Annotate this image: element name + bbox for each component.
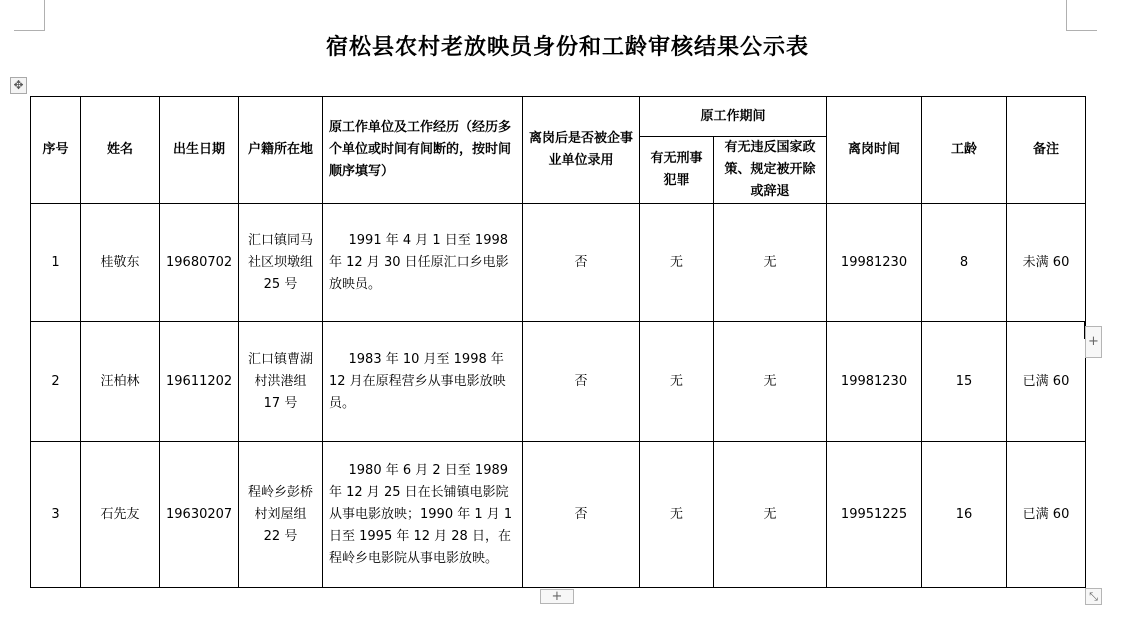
- cell-seq: 2: [31, 322, 81, 442]
- header-work-history: 原工作单位及工作经历（经历多个单位或时间有间断的，按时间顺序填写）: [323, 97, 523, 204]
- cell-work-history: [323, 204, 523, 322]
- header-work-period: 原工作期间: [640, 97, 827, 137]
- page-corner-mark-top-right: [1066, 0, 1097, 31]
- cell-name: 桂敬东: [81, 204, 160, 322]
- cell-remark: 已满 60: [1007, 442, 1086, 588]
- header-criminal-record: 有无刑事犯罪: [640, 137, 714, 204]
- cell-seq: 3: [31, 442, 81, 588]
- cell-criminal-record: 无: [640, 204, 714, 322]
- work-history-text: 1983 年 10 月至 1998 年 12 月在原程营乡从事电影放映员。: [329, 351, 506, 411]
- cell-household: 汇口镇曹湖村洪港组 17 号: [239, 322, 323, 442]
- cell-policy-violation: 无: [714, 442, 827, 588]
- cell-leave-time: 19951225: [827, 442, 922, 588]
- header-seq: 序号: [31, 97, 81, 204]
- header-policy-violation: 有无违反国家政策、规定被开除或辞退: [714, 137, 827, 204]
- document-title: 宿松县农村老放映员身份和工龄审核结果公示表: [325, 34, 809, 60]
- table-move-handle-icon[interactable]: ✥: [10, 77, 27, 94]
- cell-name: 汪柏林: [81, 322, 160, 442]
- cell-employed-after: 否: [523, 204, 640, 322]
- cell-employed-after: 否: [523, 442, 640, 588]
- cell-policy-violation: 无: [714, 322, 827, 442]
- header-remark: 备注: [1007, 97, 1086, 204]
- table-row: [31, 442, 1086, 588]
- table-row: [31, 322, 1086, 442]
- header-row-1: [31, 97, 1086, 137]
- audit-result-table: [30, 96, 1086, 588]
- header-name: 姓名: [81, 97, 160, 204]
- cell-policy-violation: 无: [714, 204, 827, 322]
- table-row: [31, 204, 1086, 322]
- cell-birth-date: 19611202: [160, 322, 239, 442]
- table-resize-handle-icon[interactable]: ⤡: [1085, 588, 1102, 605]
- header-leave-time: 离岗时间: [827, 97, 922, 204]
- cell-name: 石先友: [81, 442, 160, 588]
- cell-service-years: 8: [922, 204, 1007, 322]
- cell-household: 汇口镇同马社区坝墩组 25 号: [239, 204, 323, 322]
- cell-birth-date: 19680702: [160, 204, 239, 322]
- cell-leave-time: 19981230: [827, 322, 922, 442]
- header-birth-date: 出生日期: [160, 97, 239, 204]
- header-service-years: 工龄: [922, 97, 1007, 204]
- cell-criminal-record: 无: [640, 322, 714, 442]
- cell-leave-time: 19981230: [827, 204, 922, 322]
- cell-work-history: [323, 322, 523, 442]
- cell-remark: 未满 60: [1007, 204, 1086, 322]
- cell-household: 程岭乡彭桥村刘屋组 22 号: [239, 442, 323, 588]
- cell-work-history: [323, 442, 523, 588]
- add-row-button[interactable]: +: [540, 589, 574, 604]
- cell-employed-after: 否: [523, 322, 640, 442]
- cell-birth-date: 19630207: [160, 442, 239, 588]
- header-employed-after: 离岗后是否被企事业单位录用: [523, 97, 640, 204]
- add-column-button[interactable]: +: [1085, 326, 1102, 358]
- cell-seq: 1: [31, 204, 81, 322]
- page-corner-mark-top-left: [14, 0, 45, 31]
- header-household: 户籍所在地: [239, 97, 323, 204]
- cell-service-years: 15: [922, 322, 1007, 442]
- cell-criminal-record: 无: [640, 442, 714, 588]
- cell-service-years: 16: [922, 442, 1007, 588]
- cell-remark: 已满 60: [1007, 322, 1086, 442]
- work-history-text: 1980 年 6 月 2 日至 1989 年 12 月 25 日在长铺镇电影院从事电影放映；1990 年 1 月 1 日至 1995 年 12 月 28 日，在程岭乡电影院从事电影放映。: [329, 462, 513, 566]
- work-history-text: 1991 年 4 月 1 日至 1998 年 12 月 30 日任原汇口乡电影放映员。: [329, 232, 509, 292]
